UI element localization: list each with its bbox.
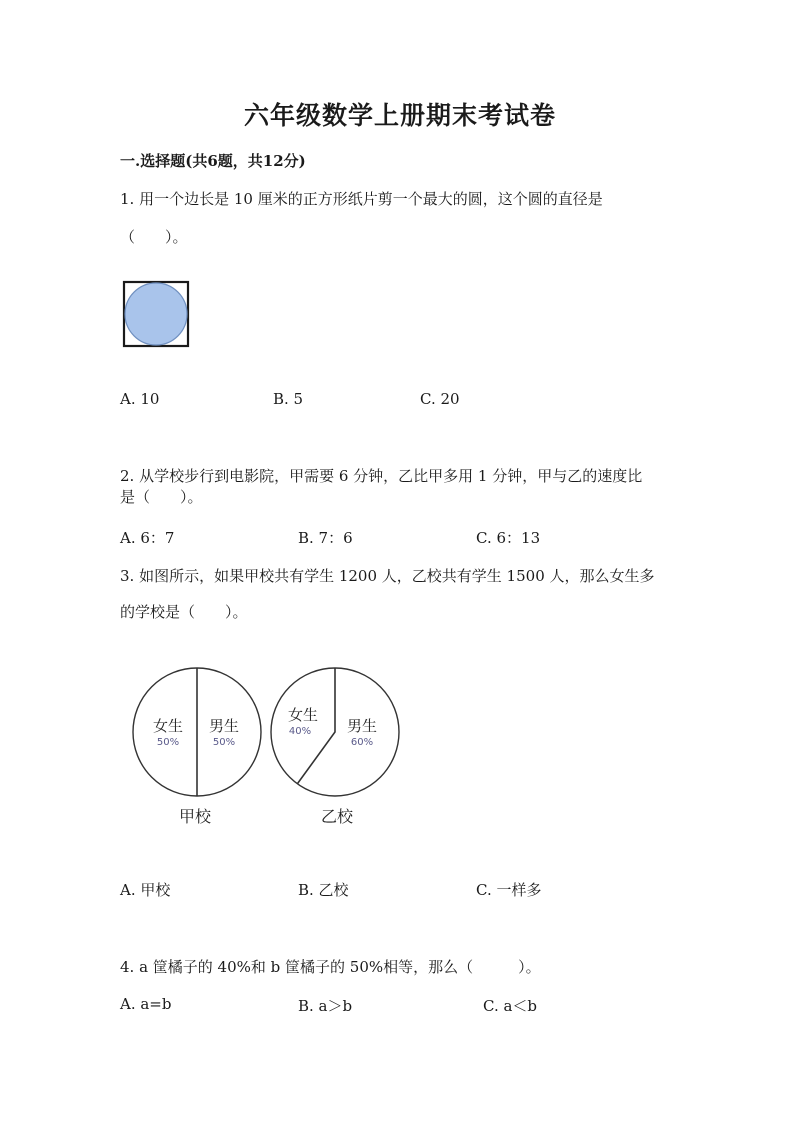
question-1-option-a[interactable]: A. 10 <box>120 390 160 408</box>
pie-jia-school-label: 甲校 <box>178 807 212 826</box>
section-heading: 一.选择题(共6题，共12分) <box>120 152 306 170</box>
pie-yi-boy-pct: 60% <box>350 737 374 748</box>
question-2-option-a[interactable]: A. 6：7 <box>120 529 175 547</box>
pie-yi-boy-label: 男生 <box>346 717 378 735</box>
pie-yi-girl-pct: 40% <box>288 726 312 737</box>
question-3-option-b[interactable]: B. 乙校 <box>298 881 349 899</box>
square-with-circle-figure <box>120 278 192 350</box>
school-pie-charts-figure <box>126 660 416 840</box>
question-2-stem-line-1: 2. 从学校步行到电影院，甲需要 6 分钟，乙比甲多用 1 分钟，甲与乙的速度比 <box>120 467 643 485</box>
question-1-stem-line-1: 1. 用一个边长是 10 厘米的正方形纸片剪一个最大的圆，这个圆的直径是 <box>120 190 603 208</box>
pie-jia-boy-label: 男生 <box>208 717 240 735</box>
question-1-option-c[interactable]: C. 20 <box>420 390 460 408</box>
pie-yi-school-label: 乙校 <box>320 807 354 826</box>
question-3-stem-line-1: 3. 如图所示，如果甲校共有学生 1200 人，乙校共有学生 1500 人，那么女生多 <box>120 567 655 585</box>
question-4-option-b[interactable]: B. a＞b <box>298 997 353 1015</box>
pie-school-yi <box>271 668 399 826</box>
question-3-stem-line-2: 的学校是（ ）。 <box>120 603 248 621</box>
question-1-stem-line-2: （ ）。 <box>120 228 188 246</box>
pie-school-jia <box>133 668 261 826</box>
inscribed-circle <box>125 283 187 345</box>
question-1-option-b[interactable]: B. 5 <box>273 390 304 408</box>
pie-jia-boy-pct: 50% <box>212 737 236 748</box>
question-4-option-c[interactable]: C. a＜b <box>483 997 538 1015</box>
pie-jia-girl-label: 女生 <box>152 717 184 735</box>
question-4-stem: 4. a 筐橘子的 40%和 b 筐橘子的 50%相等，那么（ ）。 <box>120 958 541 976</box>
pie-yi-girl-label: 女生 <box>287 706 319 724</box>
page-title: 六年级数学上册期末考试卷 <box>243 101 556 130</box>
question-2-stem-line-2: 是（ ）。 <box>120 488 203 506</box>
question-3-option-c[interactable]: C. 一样多 <box>476 881 542 899</box>
question-2-option-c[interactable]: C. 6：13 <box>476 529 541 547</box>
question-2-option-b[interactable]: B. 7：6 <box>298 529 353 547</box>
question-3-option-a[interactable]: A. 甲校 <box>120 881 171 899</box>
question-4-option-a[interactable]: A. a=b <box>120 995 172 1013</box>
pie-jia-girl-pct: 50% <box>156 737 180 748</box>
